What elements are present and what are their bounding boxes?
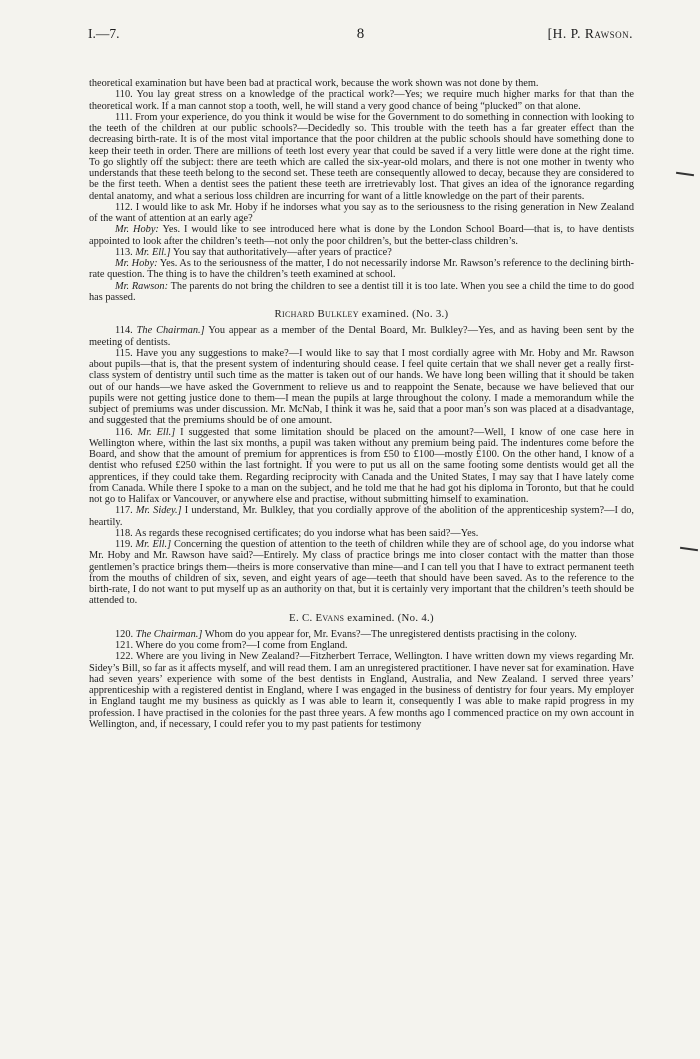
paragraph-text: Yes. As to the seriousness of the matter, I do not necessarily indorse Mr. Rawson’s reference to the declining birth-rate question. The thing is to have the children’s teeth examined at school. bbox=[89, 258, 634, 281]
speaker-name: Mr. Ell.] bbox=[135, 246, 171, 258]
report-code: I.—7. bbox=[88, 26, 120, 41]
question-number: 113. bbox=[115, 246, 136, 258]
paragraph-text: 122. Where are you living in New Zealand?—Fitzherbert Terrace, Wellington. I have written down my views regarding Mr. Sidey’s Bill, so far as it affects myself, and will read them. I am an unregistered practitioner. I have never sat for examination. Have had seven years’ experience with some of the best dentists in England, Australia, and New Zealand. I served three years’ apprenticeship with a registered dentist in England, where I was engaged in the business of dentistry for four years. My employer in England taught me my business as quickly as I was able to learn it, consequently I was able to make rapid progress in my profession. I have practised in the colonies for the past three years. A few months ago I commenced practice on my own account in Wellington, and, if necessary, I could refer you to my past patients for testimony bbox=[89, 651, 634, 730]
speaker-name: The Chairman.] bbox=[135, 628, 203, 640]
speaker-name: Mr. Ell.] bbox=[137, 426, 176, 438]
paragraph-p112a bbox=[89, 224, 634, 247]
document-body bbox=[89, 78, 634, 730]
paragraph-p113b bbox=[89, 281, 634, 304]
paragraph-p115 bbox=[89, 348, 634, 427]
paragraph-text: You appear as a member of the Dental Board, Mr. Bulkley?—Yes, and as having been sent by the meeting of dentists. bbox=[89, 325, 634, 348]
paragraph-text: 110. You lay great stress on a knowledge of the practical work?—Yes; we require much higher marks for that than the theoretical work. If a man cannot stop a tooth, well, he will stand a very good chance of being “plucked” on that alone. bbox=[89, 89, 634, 112]
speaker-name: Mr. Hoby: bbox=[115, 258, 158, 269]
paragraph-p111 bbox=[89, 112, 634, 202]
witness-heading-rest: examined. (No. 4.) bbox=[344, 611, 434, 624]
paragraph-p117 bbox=[89, 505, 634, 528]
paragraph-text: 121. Where do you come from?—I come from England. bbox=[115, 640, 348, 651]
speaker-name: Mr. Sidey.] bbox=[135, 505, 182, 517]
paragraph-p120 bbox=[89, 629, 634, 640]
witness-heading-evans bbox=[89, 613, 634, 624]
paragraph-text: I understand, Mr. Bulkley, that you cordially approve of the abolition of the apprenticeship system?—I do, heartily. bbox=[89, 505, 634, 528]
paragraph-text: 112. I would like to ask Mr. Hoby if he indorses what you say as to the seriousness to the rising generation in New Zealand of the want of attention at an early age? bbox=[89, 201, 634, 224]
paragraph-p118 bbox=[89, 528, 634, 539]
page-header bbox=[88, 26, 633, 46]
paragraph-p119 bbox=[89, 539, 634, 607]
witness-heading-name: Richard Bulkley bbox=[274, 308, 359, 320]
speaker-name: Mr. Hoby: bbox=[115, 224, 159, 236]
speaker-name: Mr. Ell.] bbox=[135, 539, 172, 550]
question-number: 116. bbox=[115, 426, 138, 438]
paragraph-p112 bbox=[89, 202, 634, 225]
question-number: 114. bbox=[115, 325, 137, 337]
margin-mark bbox=[680, 547, 698, 551]
paragraph-text: 111. From your experience, do you think it would be wise for the Government to do something in connection with looking to the teeth of the children at our public schools?—Decidedly so. This trouble with the teeth has a far greater effect than the decreasing birth-rate. It is of the most vital importance that the poor children at the public schools should have something done to keep their teeth in order. There are millions of teeth lost every year that could be saved if a very little were done at the right time. To go slightly off the subject: there are teeth which are called the six-year-old molars, and there is not one mother in twenty who understands that these teeth belong to the second set. These teeth are consequently allowed to decay, because they are considered to be the first teeth. When a dentist sees the patient these teeth are irretrievably lost. That gives an idea of the ignorance regarding dental anatomy, and what a serious loss children are incurring for want of a little knowledge on the part of their parents. bbox=[89, 111, 634, 202]
paragraph-p0 bbox=[89, 78, 634, 89]
speaker-name: Mr. Rawson: bbox=[115, 280, 169, 292]
witness-name: [H. P. Rawson. bbox=[547, 26, 633, 41]
question-number: 120. bbox=[115, 628, 136, 640]
witness-heading-bulkley bbox=[89, 309, 634, 320]
paragraph-text: You say that authoritatively—after years of practice? bbox=[170, 246, 392, 258]
margin-mark bbox=[676, 172, 694, 176]
paragraph-text: Concerning the question of attention to the teeth of children while they are of school age, do you indorse what Mr. Hoby and Mr. Rawson have said?—Entirely. My class of practice brings me into closer contact with the matter than those gentlemen’s practice brings them—theirs is more conservative than mine—and I can tell you that I have to extract permanent teeth from the mouths of children of six, seven, and eight years of age—teeth that should have been saved. As to the reference to the birth-rate, I do not want to put myself up as an authority on that, but it is certainly very important that the children’s teeth should be attended to. bbox=[89, 539, 634, 607]
section-rawson-evidence bbox=[89, 78, 634, 303]
paragraph-text: I suggested that some limitation should be placed on the amount?—Well, I know of one case here in Wellington where, within the last six months, a pupil was taken without any premium being paid. The indentures come before the Board, and show that the amount of premium for apprentices is from £50 to £100—mostly £100. On the other hand, I know of a dentist who refused £250 within the last fortnight. If you were to put us all on the same footing some dentists would get all the apprentices, if they could take them. Regarding reciprocity with Canada and the United States, I may say that I have lately come from Canada. While there I spoke to a man on the subject, and he told me that he had got his diploma in Toronto, but that he could not go to Halifax or Vancouver, or anywhere else and practise, without submitting himself to examination. bbox=[89, 426, 634, 505]
question-number: 117. bbox=[115, 505, 136, 517]
section-evans-evidence bbox=[89, 629, 634, 730]
paragraph-text: Yes. I would like to see introduced here what is done by the London School Board—that is, to have dentists appointed to look after the children’s teeth—not only the poor children’s, but the better-class children’s. bbox=[89, 224, 634, 247]
paragraph-p110 bbox=[89, 89, 634, 112]
paragraph-text: theoretical examination but have been bad at practical work, because the work shown was not done by them. bbox=[89, 78, 539, 89]
paragraph-text: 115. Have you any suggestions to make?—I would like to say that I most cordially agree with Mr. Hoby and Mr. Rawson about pupils—that is, that the present system of indenturing should cease. I feel quite certain that we shall never get a really first-class system of dentistry until such time as the matter is taken out of our hands. We have long been willing that it should be taken out of our hands—we have asked the Government to relieve us and to reappoint the Senate, because we have believed that our pupils were not getting justice done to them—I mean the pupils at large throughout the colony. I made a memorandum while the subject of premiums was under discussion. Mr. McNab, I think it was he, said that a poor man’s son was placed at a disadvantage, and suggested that the premiums should be of one amount. bbox=[89, 347, 634, 427]
question-number: 119. bbox=[115, 539, 136, 550]
section-bulkley-evidence bbox=[89, 325, 634, 606]
paragraph-text: 118. As regards these recognised certificates; do you indorse what has been said?—Yes. bbox=[115, 527, 479, 539]
witness-heading-name: E. C. Evans bbox=[289, 611, 345, 624]
paragraph-text: The parents do not bring the children to see a dentist till it is too late. When you see a child the time to do good has passed. bbox=[89, 280, 634, 303]
paragraph-text: Whom do you appear for, Mr. Evans?—The unregistered dentists practising in the colony. bbox=[202, 628, 577, 640]
witness-heading-rest: examined. (No. 3.) bbox=[358, 308, 449, 320]
paragraph-p113 bbox=[89, 247, 634, 258]
speaker-name: The Chairman.] bbox=[136, 325, 205, 337]
paragraph-p122 bbox=[89, 651, 634, 730]
paragraph-p121 bbox=[89, 640, 634, 651]
paragraph-p116 bbox=[89, 427, 634, 506]
paragraph-p114 bbox=[89, 325, 634, 348]
page-number: 8 bbox=[356, 26, 365, 42]
paragraph-p113a bbox=[89, 258, 634, 281]
